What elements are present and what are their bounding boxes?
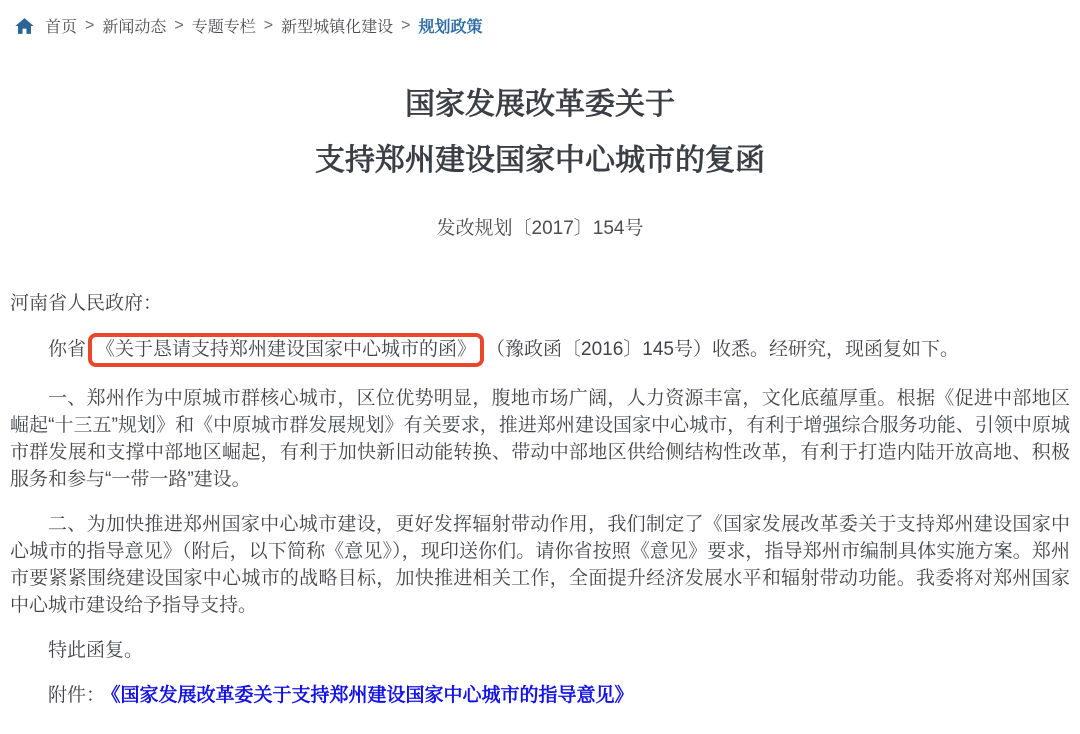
letter-paragraph-one: 一、郑州作为中原城市群核心城市，区位优势明显，腹地市场广阔，人力资源丰富，文化底蕴厚重。根据《促进中部地区崛起“十三五”规划》和《中原城市群发展规划》有关要求，推进郑州建设国家中心城市，有利于增强综合服务功能、引领中原城市群发展和支撑中部地区崛起，有利于加快新旧动能转换、带动中部地区供给侧结构性改革，有利于打造内陆开放高地、积极服务和参与“一带一路”建设。	[10, 388, 1070, 490]
document-number: 发改规划〔2017〕154号	[436, 218, 644, 239]
breadcrumb-item-home[interactable]: 首页	[45, 19, 78, 36]
letter-paragraph-receipt	[10, 333, 1070, 367]
breadcrumb-item-special-topics[interactable]: 专题专栏	[191, 19, 256, 36]
breadcrumb-item-news[interactable]: 新闻动态	[102, 19, 167, 36]
letter-closing: 特此函复。	[48, 640, 144, 661]
receipt-prefix: 你省	[48, 339, 87, 360]
receipt-suffix: （豫政函〔2016〕145号）收悉。经研究，现函复如下。	[486, 339, 960, 360]
breadcrumb-separator: >	[85, 16, 95, 34]
letter-body	[10, 290, 1070, 709]
breadcrumb-separator: >	[174, 16, 184, 34]
home-icon[interactable]	[14, 16, 35, 36]
breadcrumb-separator: >	[263, 16, 274, 34]
document-title	[10, 77, 1070, 189]
breadcrumb-separator: >	[401, 16, 411, 34]
attachment-label: 附件：	[48, 685, 106, 706]
breadcrumb-item-urbanization[interactable]: 新型城镇化建设	[281, 19, 394, 36]
breadcrumb-item-planning-policy[interactable]: 规划政策	[418, 19, 483, 36]
document-title-line1: 国家发展改革委关于	[405, 88, 675, 121]
document-title-line2: 支持郑州建设国家中心城市的复函	[315, 144, 765, 177]
breadcrumb	[10, 14, 1070, 37]
attachment-link[interactable]: 《国家发展改革委关于支持郑州建设国家中心城市的指导意见》	[111, 685, 634, 706]
letter-salutation: 河南省人民政府：	[10, 293, 163, 314]
highlighted-document-title: 《关于恳请支持郑州建设国家中心城市的函》	[96, 339, 477, 360]
highlight-annotation-box	[88, 333, 484, 367]
attachment-row	[10, 682, 1070, 709]
letter-paragraph-two: 二、为加快推进郑州国家中心城市建设，更好发挥辐射带动作用，我们制定了《国家发展改革委关于支持郑州建设国家中心城市的指导意见》（附后，以下简称《意见》），现印送你们。请你省按照《意见》要求，指导郑州市编制具体实施方案。郑州市要紧紧围绕建设国家中心城市的战略目标，加快推进相关工作，全面提升经济发展水平和辐射带动功能。我委将对郑州国家中心城市建设给予指导支持。	[10, 514, 1070, 616]
